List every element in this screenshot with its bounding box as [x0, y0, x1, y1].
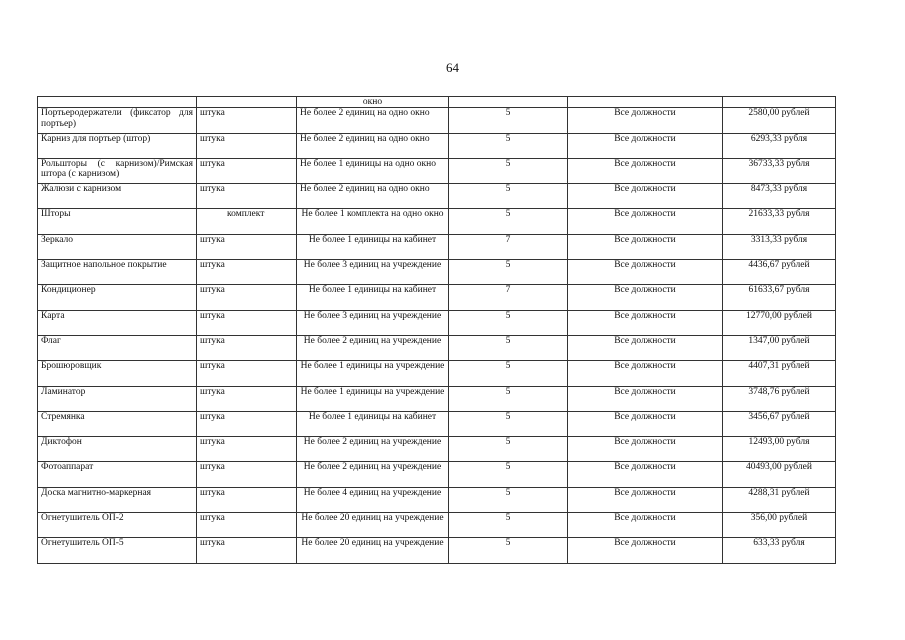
- cell-name: Диктофон: [38, 437, 197, 462]
- cell-unit: штука: [197, 133, 297, 158]
- table-row: [38, 209, 836, 234]
- cell-unit: штука: [197, 158, 297, 183]
- cell-norm: Не более 2 единиц на учреждение: [297, 437, 449, 462]
- cell-norm: Не более 2 единиц на учреждение: [297, 335, 449, 360]
- cell-positions: Все должности: [568, 285, 723, 310]
- cell-positions: Все должности: [568, 234, 723, 259]
- cell-name: Рольшторы (с карнизом)/Римская штора (с карнизом): [38, 158, 197, 183]
- cell-positions: Все должности: [568, 260, 723, 285]
- cell-name: Ламинатор: [38, 386, 197, 411]
- cell-positions: Все должности: [568, 108, 723, 133]
- table-row: [38, 285, 836, 310]
- norms-table: [37, 96, 836, 564]
- cell-positions: [568, 97, 723, 108]
- cell-term: 7: [449, 285, 568, 310]
- table-row: [38, 133, 836, 158]
- cell-norm: Не более 3 единиц на учреждение: [297, 260, 449, 285]
- cell-positions: Все должности: [568, 462, 723, 487]
- cell-unit: штука: [197, 513, 297, 538]
- cell-positions: Все должности: [568, 411, 723, 436]
- table-row: [38, 361, 836, 386]
- table-row-continuation: [38, 97, 836, 108]
- cell-norm: Не более 2 единиц на одно окно: [297, 184, 449, 209]
- cell-norm: Не более 2 единиц на одно окно: [297, 133, 449, 158]
- table-row: [38, 386, 836, 411]
- cell-norm: Не более 20 единиц на учреждение: [297, 538, 449, 563]
- cell-name: Доска магнитно-маркерная: [38, 487, 197, 512]
- table-row: [38, 184, 836, 209]
- cell-name: Огнетушитель ОП-2: [38, 513, 197, 538]
- cell-name: Карта: [38, 310, 197, 335]
- cell-price: 40493,00 рублей: [723, 462, 836, 487]
- cell-price: 1347,00 рублей: [723, 335, 836, 360]
- cell-unit: штука: [197, 462, 297, 487]
- page-number: 64: [446, 60, 459, 75]
- cell-name: Кондиционер: [38, 285, 197, 310]
- cell-price: 2580,00 рублей: [723, 108, 836, 133]
- cell-term: [449, 97, 568, 108]
- cell-term: 5: [449, 462, 568, 487]
- cell-price: 3313,33 рубля: [723, 234, 836, 259]
- cell-norm: Не более 2 единиц на одно окно: [297, 108, 449, 133]
- cell-price: 8473,33 рубля: [723, 184, 836, 209]
- cell-positions: Все должности: [568, 361, 723, 386]
- cell-term: 5: [449, 487, 568, 512]
- cell-name: [38, 97, 197, 108]
- table-row: [38, 538, 836, 563]
- cell-positions: Все должности: [568, 513, 723, 538]
- cell-price: 36733,33 рубля: [723, 158, 836, 183]
- cell-term: 5: [449, 411, 568, 436]
- cell-positions: Все должности: [568, 437, 723, 462]
- cell-norm: Не более 1 единицы на кабинет: [297, 234, 449, 259]
- cell-norm: окно: [297, 97, 449, 108]
- cell-norm: Не более 1 единицы на кабинет: [297, 411, 449, 436]
- cell-unit: штука: [197, 437, 297, 462]
- cell-name: Фотоаппарат: [38, 462, 197, 487]
- cell-term: 7: [449, 234, 568, 259]
- cell-norm: Не более 1 комплекта на одно окно: [297, 209, 449, 234]
- cell-term: 5: [449, 184, 568, 209]
- cell-norm: Не более 4 единиц на учреждение: [297, 487, 449, 512]
- cell-unit: штука: [197, 234, 297, 259]
- cell-unit: штука: [197, 184, 297, 209]
- cell-unit: штука: [197, 335, 297, 360]
- cell-name: Флаг: [38, 335, 197, 360]
- cell-price: 12770,00 рублей: [723, 310, 836, 335]
- table-row: [38, 462, 836, 487]
- cell-price: 61633,67 рубля: [723, 285, 836, 310]
- cell-term: 5: [449, 437, 568, 462]
- cell-unit: штука: [197, 361, 297, 386]
- cell-name: Шторы: [38, 209, 197, 234]
- cell-positions: Все должности: [568, 209, 723, 234]
- cell-unit: штука: [197, 310, 297, 335]
- cell-price: 633,33 рубля: [723, 538, 836, 563]
- cell-unit: штука: [197, 386, 297, 411]
- cell-price: [723, 97, 836, 108]
- cell-norm: Не более 1 единицы на учреждение: [297, 386, 449, 411]
- cell-term: 5: [449, 361, 568, 386]
- cell-unit: штука: [197, 538, 297, 563]
- cell-name: Портьеродержатели (фиксатор для портьер): [38, 108, 197, 133]
- table-row: [38, 487, 836, 512]
- table-row: [38, 234, 836, 259]
- cell-unit: штука: [197, 260, 297, 285]
- cell-positions: Все должности: [568, 184, 723, 209]
- cell-price: 4288,31 рублей: [723, 487, 836, 512]
- cell-positions: Все должности: [568, 487, 723, 512]
- cell-unit: [197, 97, 297, 108]
- cell-positions: Все должности: [568, 158, 723, 183]
- cell-price: 4436,67 рублей: [723, 260, 836, 285]
- norms-table-body: [38, 97, 836, 564]
- cell-name: Стремянка: [38, 411, 197, 436]
- cell-price: 3748,76 рублей: [723, 386, 836, 411]
- cell-unit: штука: [197, 285, 297, 310]
- cell-term: 5: [449, 209, 568, 234]
- cell-price: 4407,31 рублей: [723, 361, 836, 386]
- cell-term: 5: [449, 513, 568, 538]
- cell-term: 5: [449, 538, 568, 563]
- cell-norm: Не более 1 единицы на учреждение: [297, 361, 449, 386]
- cell-unit: комплект: [197, 209, 297, 234]
- table-row: [38, 108, 836, 133]
- cell-positions: Все должности: [568, 310, 723, 335]
- cell-term: 5: [449, 158, 568, 183]
- table-row: [38, 335, 836, 360]
- cell-price: 12493,00 рубля: [723, 437, 836, 462]
- cell-term: 5: [449, 310, 568, 335]
- cell-name: Зеркало: [38, 234, 197, 259]
- cell-positions: Все должности: [568, 386, 723, 411]
- cell-term: 5: [449, 260, 568, 285]
- cell-unit: штука: [197, 487, 297, 512]
- cell-name: Брошюровщик: [38, 361, 197, 386]
- table-row: [38, 437, 836, 462]
- cell-norm: Не более 1 единицы на одно окно: [297, 158, 449, 183]
- cell-norm: Не более 3 единиц на учреждение: [297, 310, 449, 335]
- table-row: [38, 158, 836, 183]
- table-row: [38, 310, 836, 335]
- cell-positions: Все должности: [568, 538, 723, 563]
- cell-name: Жалюзи с карнизом: [38, 184, 197, 209]
- cell-name: Карниз для портьер (штор): [38, 133, 197, 158]
- cell-positions: Все должности: [568, 335, 723, 360]
- table-row: [38, 513, 836, 538]
- table-row: [38, 411, 836, 436]
- cell-name: Защитное напольное покрытие: [38, 260, 197, 285]
- cell-term: 5: [449, 386, 568, 411]
- cell-price: 6293,33 рубля: [723, 133, 836, 158]
- cell-norm: Не более 2 единиц на учреждение: [297, 462, 449, 487]
- cell-positions: Все должности: [568, 133, 723, 158]
- cell-unit: штука: [197, 108, 297, 133]
- cell-name: Огнетушитель ОП-5: [38, 538, 197, 563]
- cell-term: 5: [449, 335, 568, 360]
- cell-unit: штука: [197, 411, 297, 436]
- cell-term: 5: [449, 133, 568, 158]
- cell-price: 21633,33 рубля: [723, 209, 836, 234]
- cell-price: 356,00 рублей: [723, 513, 836, 538]
- cell-term: 5: [449, 108, 568, 133]
- cell-norm: Не более 1 единицы на кабинет: [297, 285, 449, 310]
- table-row: [38, 260, 836, 285]
- cell-price: 3456,67 рублей: [723, 411, 836, 436]
- cell-norm: Не более 20 единиц на учреждение: [297, 513, 449, 538]
